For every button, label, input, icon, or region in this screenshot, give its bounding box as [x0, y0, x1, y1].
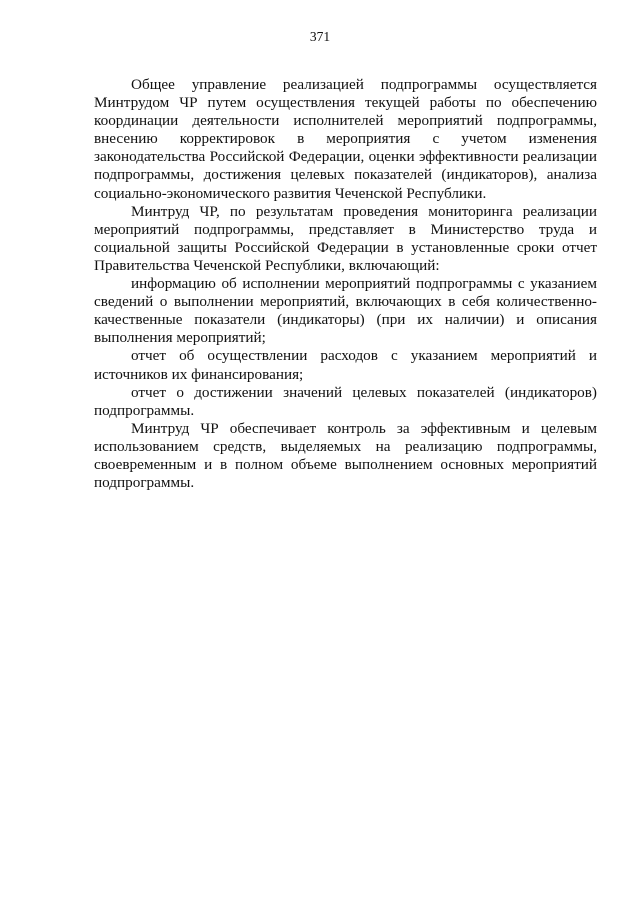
paragraph-execution-info: информацию об исполнении мероприятий подпрограммы с указанием сведений о выполнении мероприятий, включающих в себя количественно-качественные показатели (индикаторы) (при их наличии) и описания выполнения мероприятий; — [94, 275, 597, 347]
paragraph-expenses-report: отчет об осуществлении расходов с указанием мероприятий и источников их финансирования; — [94, 347, 597, 383]
document-body — [94, 76, 597, 492]
page-number: 371 — [309, 29, 331, 44]
paragraph-control: Минтруд ЧР обеспечивает контроль за эффективным и целевым использованием средств, выделяемых на реализацию подпрограммы, своевременным и в полном объеме выполнением основных мероприятий подпрограммы. — [94, 419, 597, 492]
paragraph-monitoring-report: Минтруд ЧР, по результатам проведения мониторинга реализации мероприятий подпрограммы, представляет в Министерство труда и социальной защиты Российской Федерации в установленные сроки отчет Правительства Чеченской Республики, включающий: — [94, 202, 597, 274]
paragraph-indicators-report: отчет о достижении значений целевых показателей (индикаторов) подпрограммы. — [94, 383, 597, 419]
paragraph-management: Общее управление реализацией подпрограммы осуществляется Минтрудом ЧР путем осуществления текущей работы по обеспечению координации деятельности исполнителей мероприятий подпрограммы, внесению корректировок в мероприятия с учетом изменения законодательства Российской Федерации, оценки эффективности реализации подпрограммы, достижения целевых показателей (индикаторов), анализа социально-экономического развития Чеченской Республики. — [94, 76, 597, 202]
